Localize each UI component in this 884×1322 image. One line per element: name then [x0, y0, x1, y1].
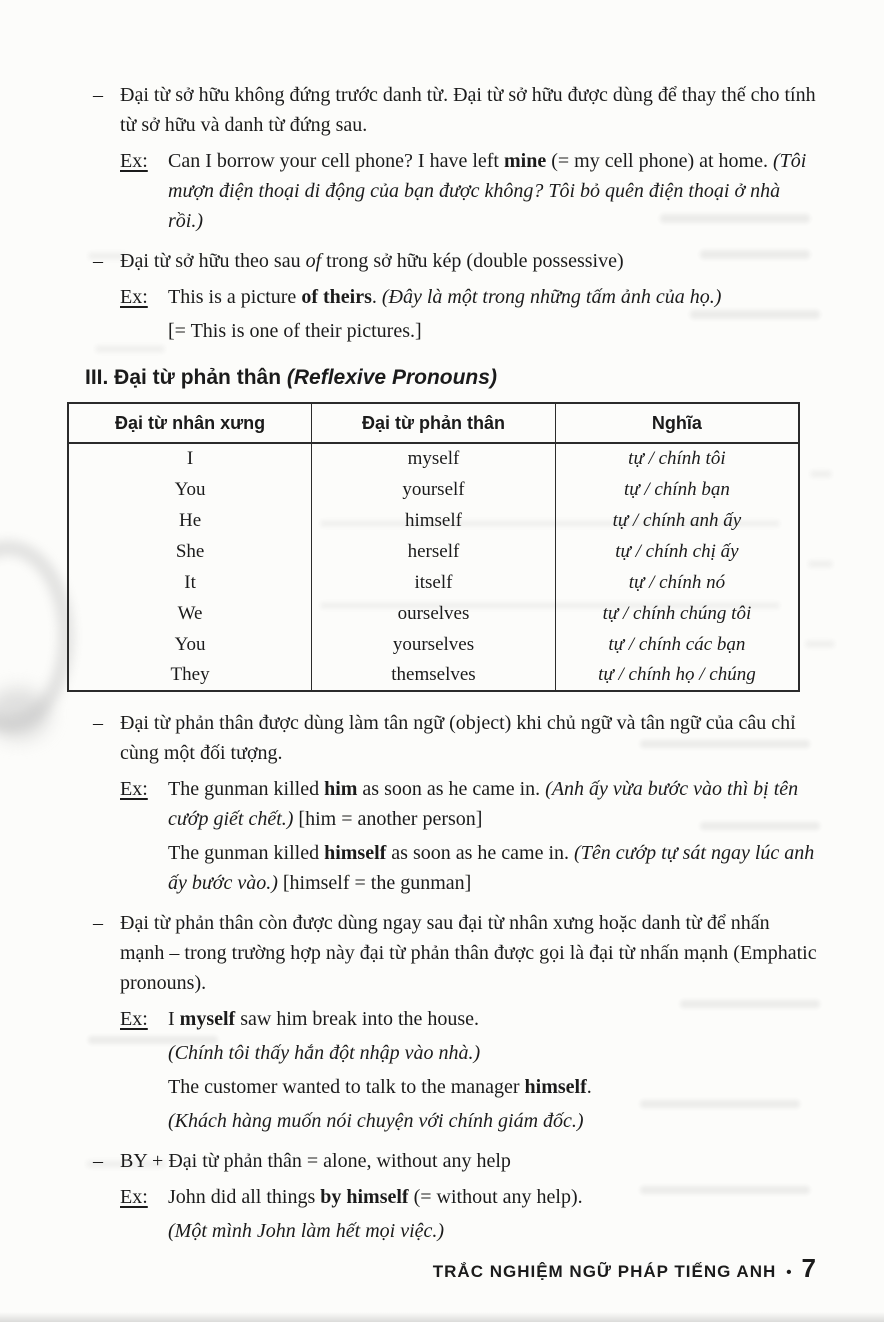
- footer-page-number: 7: [801, 1253, 816, 1283]
- bullet-text: Đại từ phản thân được dùng làm tân ngữ (object) khi chủ ngữ và tân ngữ của câu chỉ cùng một đối tượng.: [120, 712, 796, 764]
- bullet-text: BY + Đại từ phản thân = alone, without any help: [120, 1150, 511, 1172]
- section-heading-reflexive-pronouns: III. Đại từ phản thân (Reflexive Pronouns): [85, 366, 497, 389]
- example-paragraph: Can I borrow your cell phone? I have left mine (= my cell phone) at home. (Tôi mượn điện thoại di động của bạn được không? Tôi bỏ quên điện thoại ở nhà rồi.): [168, 150, 807, 232]
- scan-bottom-edge: [0, 1312, 884, 1322]
- example-block-of-theirs: [120, 282, 818, 346]
- example-paragraph: The gunman killed him as soon as he came in. (Anh ấy vừa bước vào thì bị tên cướp giết chết.) [him = another person]: [168, 778, 799, 830]
- bullet-text: Đại từ sở hữu theo sau of trong sở hữu kép (double possessive): [120, 250, 624, 272]
- watermark-arc: [0, 540, 74, 732]
- example-block-gunman: [120, 774, 818, 898]
- table-row: [68, 598, 799, 629]
- cell-reflexive-pronoun: yourself: [312, 474, 556, 505]
- cell-meaning: tự / chính các bạn: [555, 629, 799, 660]
- example-label: Ex:: [120, 150, 148, 172]
- table-header-row: [68, 403, 799, 443]
- cell-personal-pronoun: I: [186, 448, 194, 469]
- cell-reflexive-pronoun: yourselves: [312, 629, 556, 660]
- cell-reflexive-pronoun: myself: [312, 443, 556, 474]
- table-row: [68, 536, 799, 567]
- example-paragraph: This is a picture of theirs. (Đây là một trong những tấm ảnh của họ.): [168, 286, 722, 308]
- bullet-possessive-rule: [85, 80, 818, 140]
- bullet-reflexive-object-rule: [85, 708, 818, 768]
- table-row: [68, 474, 799, 505]
- cell-reflexive-pronoun: herself: [312, 536, 556, 567]
- page-footer: [433, 1253, 816, 1288]
- cell-personal-pronoun: It: [184, 571, 196, 593]
- example-body: [168, 146, 818, 236]
- footer-book-title: TRẮC NGHIỆM NGỮ PHÁP TIẾNG ANH: [432, 1262, 777, 1281]
- cell-personal-pronoun: She: [175, 540, 205, 562]
- example-paragraph: John did all things by himself (= without any help).: [168, 1186, 583, 1208]
- cell-reflexive-pronoun: ourselves: [312, 598, 556, 629]
- example-block-emphatic: [120, 1004, 818, 1136]
- table-header-meaning: Nghĩa: [555, 403, 799, 443]
- cell-meaning: tự / chính chị ấy: [555, 536, 799, 567]
- table-row: [68, 660, 799, 691]
- cell-personal-pronoun: He: [179, 509, 202, 531]
- cell-reflexive-pronoun: himself: [312, 505, 556, 536]
- cell-meaning: tự / chính bạn: [555, 474, 799, 505]
- table-row: [68, 629, 799, 660]
- bullet-dash: –: [93, 712, 103, 734]
- watermark-blob: [0, 688, 50, 740]
- example-paragraph: [= This is one of their pictures.]: [168, 320, 422, 342]
- example-paragraph: The customer wanted to talk to the manager himself.: [168, 1076, 592, 1098]
- example-paragraph: (Chính tôi thấy hắn đột nhập vào nhà.): [168, 1042, 481, 1064]
- bullet-dash: –: [93, 912, 103, 934]
- bullet-by-reflexive-rule: [85, 1146, 818, 1176]
- example-paragraph: The gunman killed himself as soon as he came in. (Tên cướp tự sát ngay lúc anh ấy bước vào.) [himself = the gunman]: [168, 842, 815, 894]
- bullet-text: Đại từ phản thân còn được dùng ngay sau đại từ nhân xưng hoặc danh từ để nhấn mạnh – trong trường hợp này đại từ phản thân được gọi là đại từ nhấn mạnh (Emphatic pronouns).: [120, 912, 817, 994]
- bullet-emphatic-rule: [85, 908, 818, 998]
- table-body: [68, 443, 799, 691]
- example-body: [168, 1004, 818, 1136]
- example-block-by-himself: [120, 1182, 818, 1246]
- table-row: [68, 443, 799, 474]
- example-label: Ex:: [120, 286, 148, 308]
- example-paragraph: I myself saw him break into the house.: [168, 1008, 480, 1030]
- bullet-dash: –: [93, 84, 103, 106]
- cell-meaning: tự / chính chúng tôi: [555, 598, 799, 629]
- cell-meaning: tự / chính tôi: [555, 443, 799, 474]
- example-block-mine: [120, 146, 818, 236]
- cell-personal-pronoun: We: [177, 602, 203, 624]
- table-header-personal-pronoun: Đại từ nhân xưng: [68, 403, 312, 443]
- cell-reflexive-pronoun: themselves: [312, 660, 556, 691]
- table-row: [68, 567, 799, 598]
- bullet-dash: –: [93, 1150, 103, 1172]
- example-body: [168, 1182, 818, 1246]
- page-content: [85, 70, 818, 1246]
- example-paragraph: (Khách hàng muốn nói chuyện với chính giám đốc.): [168, 1110, 584, 1132]
- cell-meaning: tự / chính anh ấy: [555, 505, 799, 536]
- footer-separator-dot: •: [786, 1264, 792, 1281]
- bullet-text: Đại từ sở hữu không đứng trước danh từ. Đại từ sở hữu được dùng để thay thế cho tính từ sở hữu và danh từ đứng sau.: [120, 84, 816, 136]
- cell-personal-pronoun: You: [174, 478, 206, 500]
- table-row: [68, 505, 799, 536]
- cell-meaning: tự / chính nó: [555, 567, 799, 598]
- example-paragraph: (Một mình John làm hết mọi việc.): [168, 1220, 445, 1242]
- example-body: [168, 282, 818, 346]
- table-head: [68, 403, 799, 443]
- cell-personal-pronoun: They: [170, 664, 210, 685]
- example-label: Ex:: [120, 1008, 148, 1030]
- example-label: Ex:: [120, 778, 148, 800]
- bullet-double-possessive: [85, 246, 818, 276]
- cell-meaning: tự / chính họ / chúng: [555, 660, 799, 691]
- example-body: [168, 774, 818, 898]
- cell-reflexive-pronoun: itself: [312, 567, 556, 598]
- reflexive-pronouns-table: [67, 402, 800, 692]
- cell-personal-pronoun: You: [174, 633, 206, 655]
- bullet-dash: –: [93, 250, 103, 272]
- table-header-reflexive-pronoun: Đại từ phản thân: [312, 403, 556, 443]
- example-label: Ex:: [120, 1186, 148, 1208]
